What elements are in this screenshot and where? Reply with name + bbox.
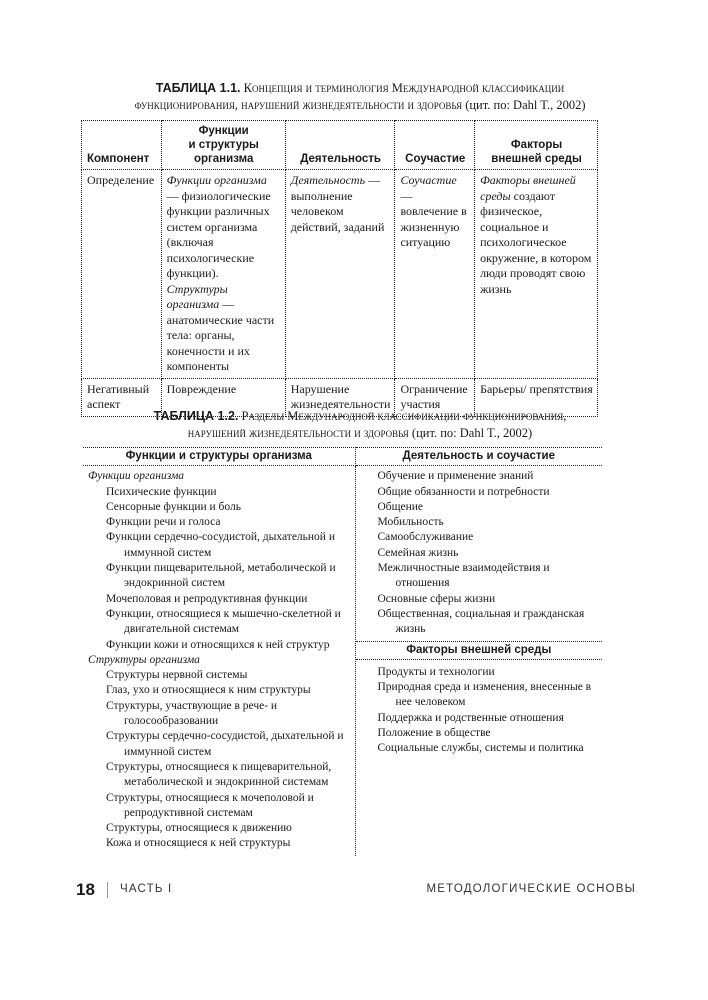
table2-activity-column [355, 466, 602, 641]
table2-activity-list [378, 469, 599, 637]
table1-cell-definition-functions: Функции организма — физиологические функции различных систем организма (включая психологические функции). Структуры организма — анатомические части тела: органы, конечности и их компоненты [161, 170, 285, 379]
list-item: Глаз, ухо и относящиеся к ним структуры [106, 684, 311, 697]
page-number: 18 [76, 880, 95, 899]
table2-caption [60, 408, 660, 442]
table1-header-environment: Факторы внешней среды [475, 121, 598, 170]
list-item: Продукты и технологии [377, 665, 495, 678]
table2 [83, 447, 602, 856]
list-item: Семейная жизнь [377, 546, 459, 559]
list-item: Мочеполовая и репродуктивная функции [106, 592, 308, 605]
table2-functions-column [83, 466, 355, 856]
table2-caption-cite: (цит. по: Dahl T., 2002) [408, 426, 533, 440]
table2-functions-list [88, 485, 351, 653]
table1-header-row [82, 121, 598, 170]
footer-section: МЕТОДОЛОГИЧЕСКИЕ ОСНОВЫ [426, 883, 636, 895]
table1-caption [60, 80, 660, 114]
list-item: Функции пищеварительной, метаболической и эндокринной систем [106, 562, 336, 590]
list-item: Функции, относящиеся к мышечно-скелетной и двигательной системам [106, 607, 341, 636]
list-item: Основные сферы жизни [377, 592, 496, 605]
table2-left-header: Функции и структуры организма [83, 448, 355, 466]
list-item: Структуры, относящиеся к пищеварительной, метаболической и эндокринной системам [106, 760, 332, 789]
table1-cell-negative-participation: Ограничение участия [395, 378, 475, 416]
table1-caption-number: ТАБЛИЦА 1.1. [155, 81, 241, 95]
table2-structures-title: Структуры организма [88, 653, 200, 666]
table2-caption-number: ТАБЛИЦА 1.2. [153, 409, 239, 423]
list-item: Положение в обществе [377, 727, 491, 740]
list-item: Общественная, социальная и гражданская жизнь [377, 607, 585, 636]
table1-header-participation: Соучастие [395, 121, 475, 170]
footer-divider [107, 882, 108, 898]
list-item: Поддержка и родственные отношения [377, 711, 564, 724]
table1-cell-definition-label: Определение [82, 170, 162, 379]
table1-caption-cite: (цит. по: Dahl T., 2002) [462, 98, 586, 112]
list-item: Структуры сердечно-сосудистой, дыхательной и иммунной систем [106, 730, 344, 758]
list-item: Структуры, относящиеся к движению [106, 822, 292, 835]
table2-right-header-activity: Деятельность и соучастие [355, 448, 602, 466]
table1-cell-definition-participation: Соучастие — вовлечение в жизненную ситуацию [395, 170, 475, 379]
list-item: Структуры, участвующие в рече- и голосообразовании [106, 699, 278, 728]
table2-environment-column [355, 659, 602, 856]
table1-header-activity: Деятельность [285, 121, 395, 170]
list-item: Мобильность [377, 516, 444, 529]
list-item: Социальные службы, системы и политика [377, 742, 584, 755]
table2-environment-list [378, 665, 599, 757]
table1-header-functions: Функции и структуры организма [161, 121, 285, 170]
list-item: Общие обязанности и потребности [377, 485, 550, 498]
table2-caption-line1: Разделы Международной классификации функционирования, [238, 409, 567, 423]
table1-cell-negative-activity: Нарушение жизнедеятельности [285, 378, 395, 416]
list-item: Природная среда и изменения, внесенные в нее человеком [377, 681, 592, 709]
table1 [81, 120, 598, 417]
table1-row-definition [82, 170, 598, 379]
table1-cell-definition-environment: Факторы внешней среды создают физическое, социальное и психологическое окружение, в котором люди проводят свою жизнь [475, 170, 598, 379]
list-item: Самообслуживание [377, 531, 474, 544]
list-item: Общение [377, 500, 424, 513]
page-footer [76, 880, 636, 900]
table1-caption-line1: Концепция и терминология Международной классификации [240, 81, 565, 95]
table1-caption-line2: функционирования, нарушений жизнедеятельности и здоровья [134, 98, 463, 112]
list-item: Межличностные взаимодействия и отношения [377, 562, 550, 590]
table1-cell-definition-activity: Деятельность — выполнение человеком действий, заданий [285, 170, 395, 379]
list-item: Кожа и относящиеся к ней структуры [106, 837, 291, 850]
list-item: Сенсорные функции и боль [106, 500, 241, 513]
table1-cell-negative-label: Негативный аспект [82, 378, 162, 416]
table2-structures-list [88, 668, 351, 852]
list-item: Функции сердечно-сосудистой, дыхательной и иммунной систем [106, 531, 335, 559]
table1-cell-negative-environment: Барьеры/ препятствия [475, 378, 598, 416]
table2-right-header-environment: Факторы внешней среды [355, 641, 602, 659]
list-item: Функции кожи и относящихся к ней структур [106, 638, 330, 651]
list-item: Структуры нервной системы [106, 669, 248, 682]
list-item: Функции речи и голоса [106, 516, 221, 529]
footer-part: ЧАСТЬ I [120, 883, 173, 895]
table2-caption-line2: нарушений жизнедеятельности и здоровья [187, 426, 409, 440]
list-item: Обучение и применение знаний [377, 470, 534, 483]
list-item: Психические функции [106, 485, 217, 498]
table1-cell-negative-functions: Повреждение [161, 378, 285, 416]
list-item: Структуры, относящиеся к мочеполовой и репродуктивной системам [106, 791, 314, 819]
table1-header-component: Компонент [82, 121, 162, 170]
table2-functions-title: Функции организма [88, 470, 185, 483]
